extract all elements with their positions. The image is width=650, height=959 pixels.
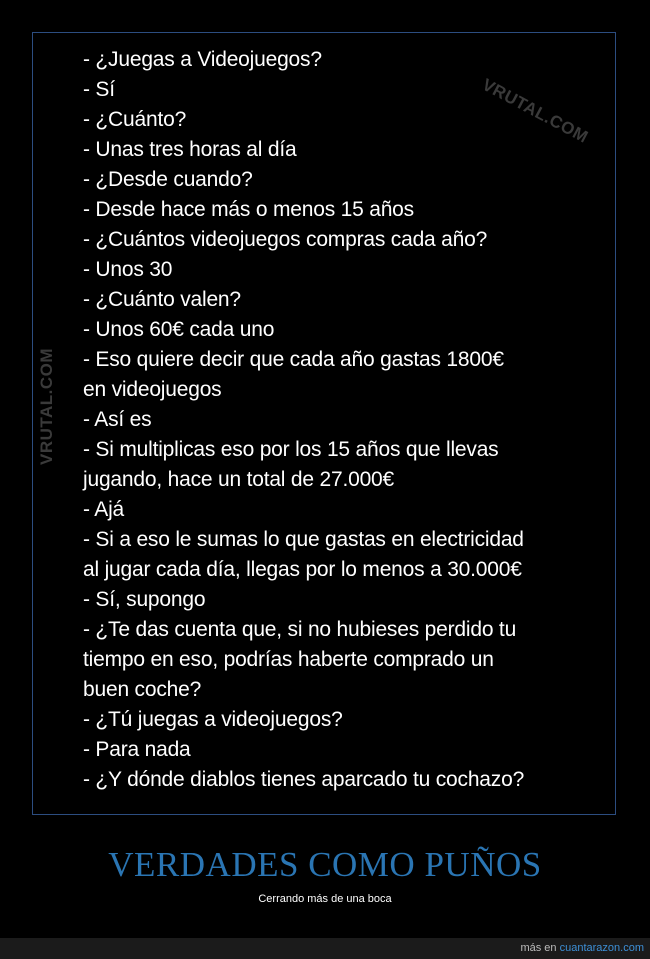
dialogue-line: buen coche? — [83, 678, 202, 701]
site-link[interactable]: cuantarazon.com — [559, 942, 644, 954]
post-subtitle: Cerrando más de una boca — [258, 893, 392, 905]
dialogue-line: en videojuegos — [83, 378, 222, 401]
dialogue-line: - Sí — [83, 78, 115, 101]
dialogue-line: - ¿Cuánto valen? — [83, 288, 241, 311]
dialogue-line: - ¿Y dónde diablos tienes aparcado tu cochazo? — [83, 768, 525, 791]
footer-prefix: más en — [520, 942, 560, 954]
dialogue-line: - Eso quiere decir que cada año gastas 1800€ — [83, 348, 504, 371]
dialogue-text — [83, 45, 524, 795]
dialogue-line: - Así es — [83, 408, 152, 431]
dialogue-line: - Unas tres horas al día — [83, 138, 297, 161]
dialogue-line: - ¿Cuánto? — [83, 108, 187, 131]
dialogue-line: tiempo en eso, podrías haberte comprado un — [83, 648, 494, 671]
dialogue-line: - Unos 60€ cada uno — [83, 318, 275, 341]
dialogue-line: - Sí, supongo — [83, 588, 206, 611]
dialogue-line: - Ajá — [83, 498, 125, 521]
footer-bar — [0, 938, 650, 959]
dialogue-line: jugando, hace un total de 27.000€ — [83, 468, 395, 491]
dialogue-line: - Si multiplicas eso por los 15 años que llevas — [83, 438, 499, 461]
dialogue-line: - ¿Tú juegas a videojuegos? — [83, 708, 343, 731]
post-title: VERDADES COMO PUÑOS — [108, 845, 542, 884]
dialogue-line: - ¿Cuántos videojuegos compras cada año? — [83, 228, 488, 251]
footer-text — [520, 942, 644, 955]
watermark-right: VRUTAL.COM — [479, 75, 592, 147]
dialogue-line: - Desde hace más o menos 15 años — [83, 198, 414, 221]
dialogue-line: al jugar cada día, llegas por lo menos a 30.000€ — [83, 558, 522, 581]
dialogue-line: - ¿Te das cuenta que, si no hubieses perdido tu — [83, 618, 517, 641]
dialogue-line: - ¿Juegas a Videojuegos? — [83, 48, 322, 71]
dialogue-line: - Si a eso le sumas lo que gastas en electricidad — [83, 528, 524, 551]
dialogue-line: - Para nada — [83, 738, 191, 761]
dialogue-line: - Unos 30 — [83, 258, 173, 281]
watermark-left: VRUTAL.COM — [37, 347, 56, 465]
image-frame — [32, 32, 616, 815]
dialogue-line: - ¿Desde cuando? — [83, 168, 253, 191]
